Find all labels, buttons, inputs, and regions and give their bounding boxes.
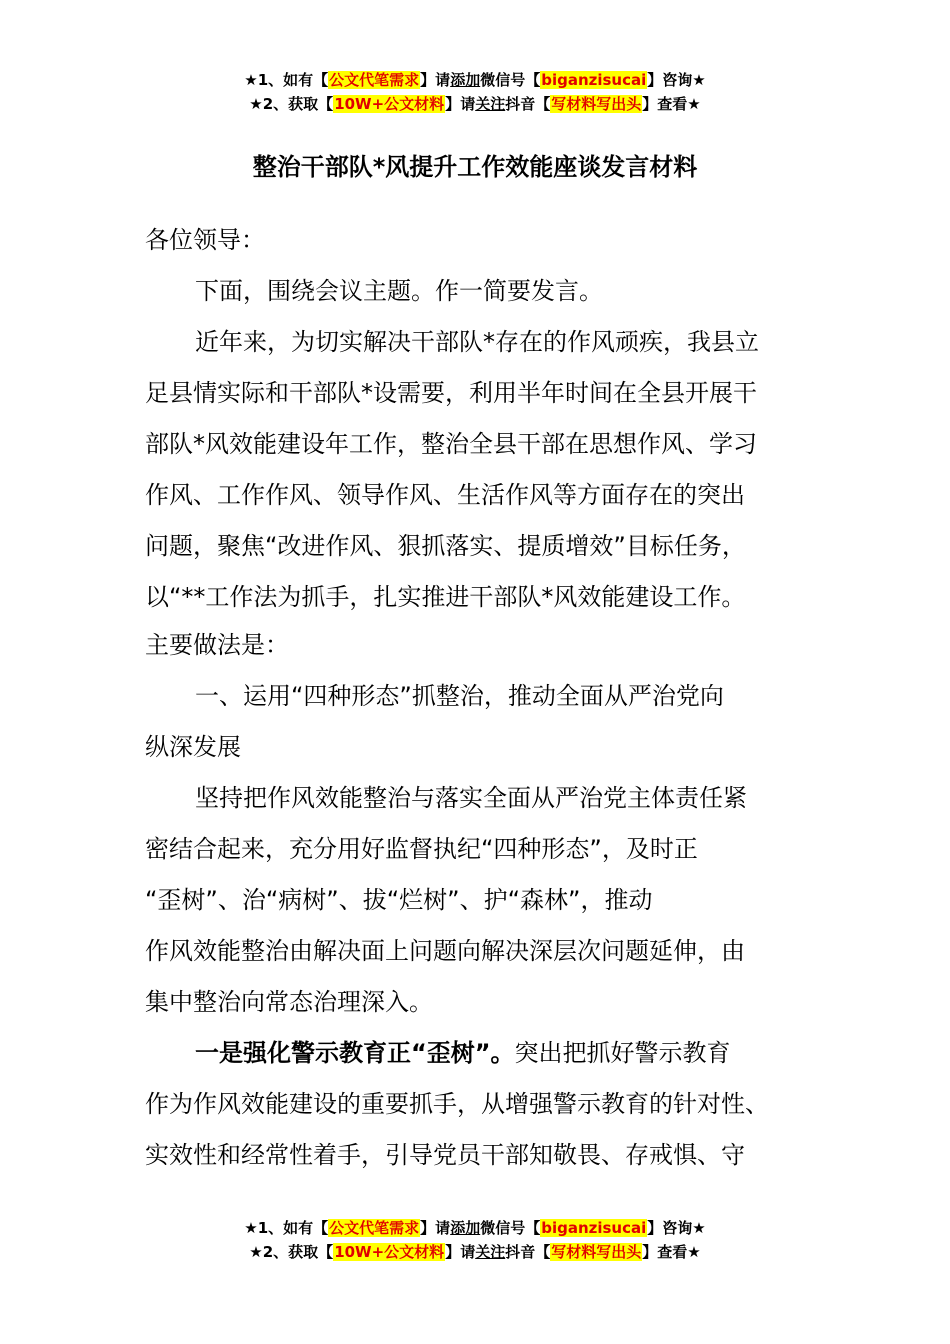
body-line: 近年来，为切实解决干部队*存在的作风顽疾，我县立: [195, 328, 759, 356]
body-line: 作风、工作作风、领导作风、生活作风等方面存在的突出: [145, 481, 745, 509]
section-heading: 一、运用“四种形态”抓整治，推动全面从严治党向: [195, 682, 724, 710]
body-line: 以“**工作法为抓手，扎实推进干部队*风效能建设工作。: [145, 583, 746, 611]
footer-notice: [0, 1216, 950, 1264]
body-line: 部队*风效能建设年工作，整治全县干部在思想作风、学习: [145, 430, 757, 458]
notice-line-2: ★2、获取【10W+公文材料】请关注抖音【写材料写出头】查看★: [249, 1243, 701, 1261]
body-line: 作为作风效能建设的重要抓手，从增强警示教育的针对性、: [145, 1090, 769, 1118]
notice-line-1: ★1、如有【公文代笔需求】请添加微信号【biganzisucai】咨询★: [244, 1219, 706, 1237]
bold-lead: 一是强化警示教育正“歪树”。: [195, 1039, 515, 1067]
section-heading-cont: 纵深发展: [145, 733, 241, 761]
body-line: 坚持把作风效能整治与落实全面从严治党主体责任紧: [195, 784, 747, 812]
body-line: 实效性和经常性着手，引导党员干部知敬畏、存戒惧、守: [145, 1141, 745, 1169]
body-line: 一是强化警示教育正“歪树”。突出把抓好警示教育: [195, 1039, 731, 1067]
notice-line-1: ★1、如有【公文代笔需求】请添加微信号【biganzisucai】咨询★: [244, 71, 706, 89]
body-line: 主要做法是：: [145, 631, 289, 659]
notice-line-2: ★2、获取【10W+公文材料】请关注抖音【写材料写出头】查看★: [249, 95, 701, 113]
body-line: 问题，聚焦“改进作风、狠抓落实、提质增效”目标任务，: [145, 532, 746, 560]
salutation: 各位领导：: [145, 226, 265, 254]
body-line: 下面，围绕会议主题。作一简要发言。: [195, 277, 603, 305]
body-line: 作风效能整治由解决面上问题向解决深层次问题延伸，由: [145, 937, 745, 965]
body-line: 集中整治向常态治理深入。: [145, 988, 433, 1016]
body-line: 密结合起来，充分用好监督执纪“四种形态”，及时正: [145, 835, 698, 863]
document-title: 整治干部队*风提升工作效能座谈发言材料: [252, 153, 698, 181]
body-line: “歪树”、治“病树”、拔“烂树”、护“森林”，推动: [145, 886, 653, 914]
body-line: 足县情实际和干部队*设需要，利用半年时间在全县开展干: [145, 379, 757, 407]
header-notice: [0, 68, 950, 116]
